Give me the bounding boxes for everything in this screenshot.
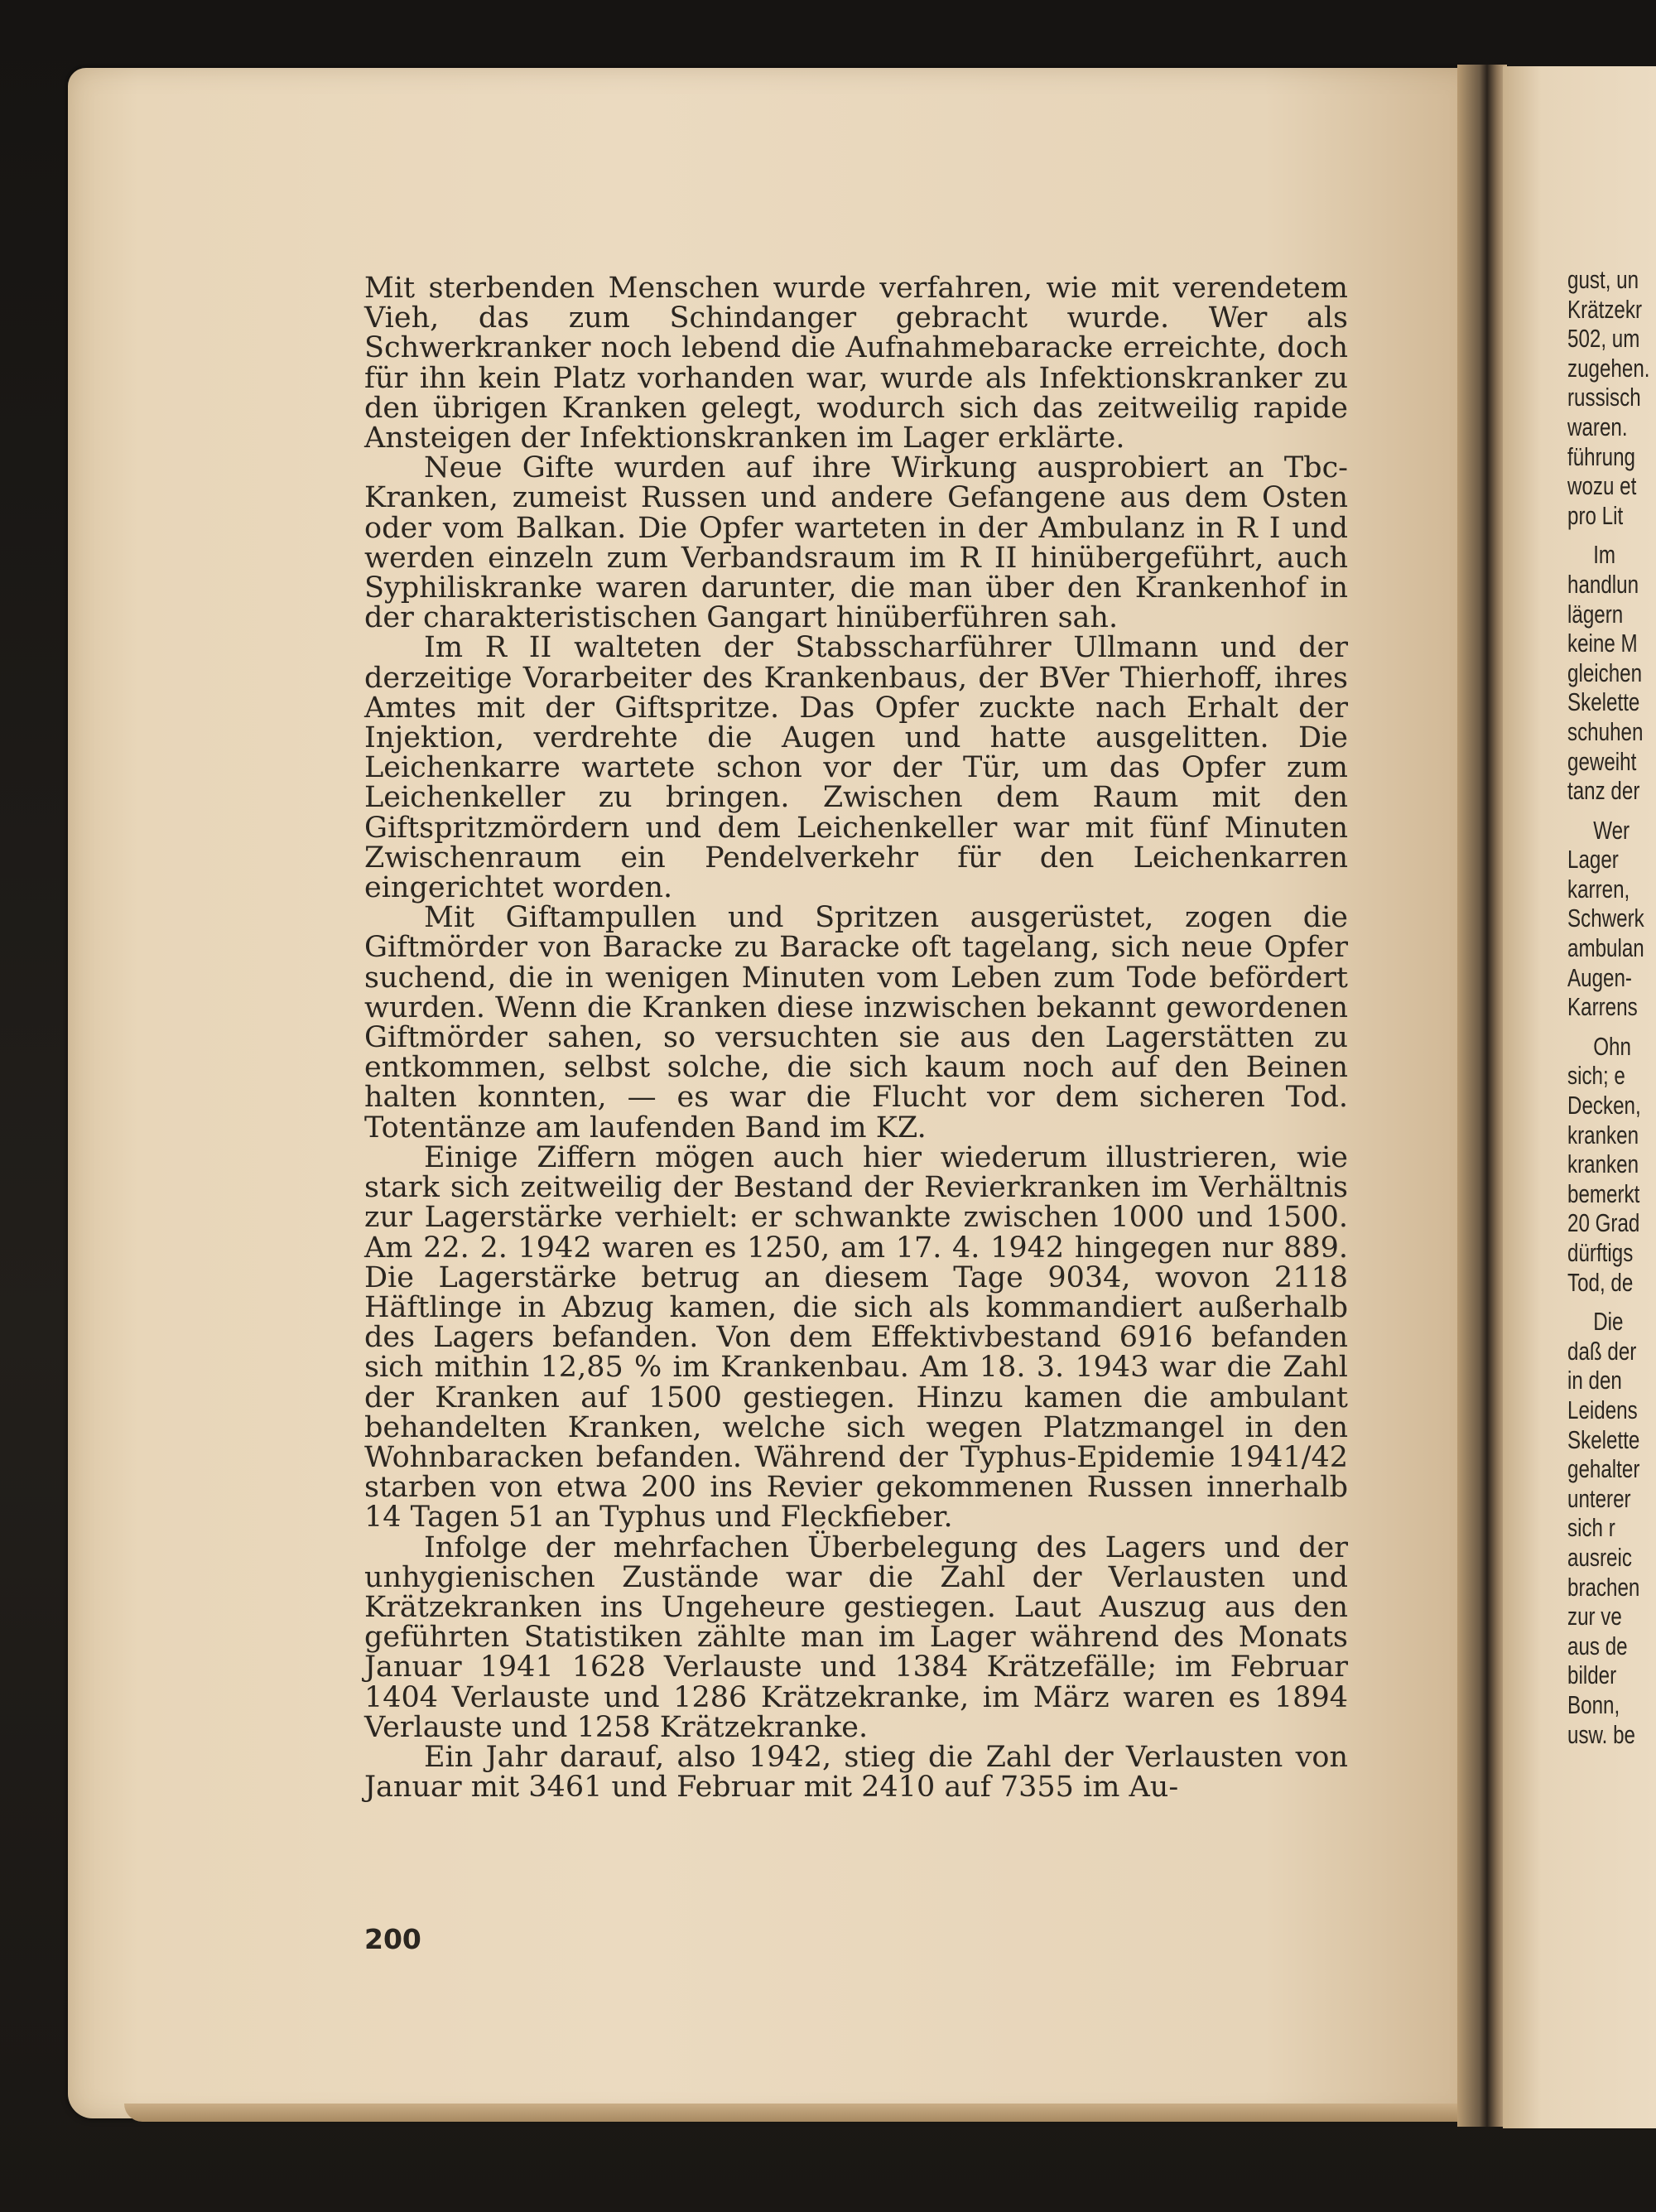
right-page-line: gleichen [1567, 658, 1643, 687]
right-page-line: zur ve [1567, 1602, 1622, 1631]
right-page-line: 502, um [1567, 324, 1640, 354]
right-page-line: Ohn [1593, 1031, 1631, 1061]
right-page-line: dürftigs [1567, 1238, 1634, 1267]
right-page-line: geweiht [1567, 746, 1637, 776]
page-edge [124, 2104, 1482, 2122]
right-page-line: sich; e [1567, 1061, 1625, 1091]
right-page-line: Schwerk [1567, 904, 1644, 933]
right-page-line: sich r [1567, 1513, 1615, 1543]
paragraph: Mit Giftampullen und Spritzen ausgerüstet, zogen die Giftmörder von Baracke zu Baracke oft tagelang, sich neue Opfer suchend, die in wenigen Minuten vom Leben zum Tode befördert wurden. Wenn die Kranken diese inzwischen bekannt gewordenen Giftmörder sahen, so versuchten sie aus den Lagerstätten zu entkommen, selbst solche, die sich kaum noch auf den Beinen halten konnten, — es war die Flucht vor dem sicheren Tod. Totentänze am laufenden Band im KZ. [364, 901, 1348, 1145]
right-page-line: Bonn, [1567, 1689, 1620, 1719]
right-page-line: kranken [1567, 1149, 1639, 1179]
right-page-line: keine M [1567, 629, 1638, 658]
right-page-line: unterer [1567, 1483, 1631, 1513]
right-page-line: tanz der [1567, 776, 1640, 806]
right-page-line: schuhen [1567, 716, 1644, 746]
right-page-line: Lager [1567, 845, 1619, 875]
right-page-line: Wer [1593, 815, 1630, 845]
right-page-line: ambulan [1567, 933, 1644, 963]
left-page-text [364, 272, 1348, 1805]
right-page-line: Leidens [1567, 1395, 1638, 1424]
right-page-line: gust, un [1567, 265, 1639, 294]
paragraph: Neue Gifte wurden auf ihre Wirkung ausprobiert an Tbc-Kranken, zumeist Russen und andere Gefangene aus dem Osten oder vom Balkan. Die Opfer warteten in der Ambulanz in R I und werden einzeln zum Verbandsraum im R II hinübergeführt, auch Syphiliskranke waren darunter, die man über den Krankenhof in der charakteristischen Gangart hinüberführen sah. [364, 451, 1348, 635]
right-page-text-fragments [1567, 265, 1650, 1749]
right-page-line: karren, [1567, 874, 1630, 904]
right-page-line: Krätzekr [1567, 294, 1643, 324]
right-page-line: Decken, [1567, 1091, 1641, 1120]
right-page-line: zugehen. [1567, 353, 1650, 383]
right-page-line: lägern [1567, 599, 1624, 629]
right-page-line: pro Lit [1567, 500, 1624, 530]
page-number: 200 [364, 1923, 421, 1955]
paragraph: Ein Jahr darauf, also 1942, stieg die Zahl der Verlausten von Januar mit 3461 und Februar mit 2410 auf 7355 im Au- [364, 1740, 1348, 1805]
right-page-line: Skelette [1567, 1424, 1640, 1454]
paragraph: Mit sterbenden Menschen wurde verfahren, wie mit verendetem Vieh, das zum Schindanger gebracht wurde. Wer als Schwerkranker noch lebend die Aufnahmebaracke erreichte, doch für ihn kein Platz vorhanden war, wurde als Infektionskranker zu den übrigen Kranken gelegt, wodurch sich das zeitweilig rapide Ansteigen der Infektionskranken im Lager erklärte. [364, 272, 1348, 455]
right-page-line: führung [1567, 441, 1636, 471]
right-page-line: bemerkt [1567, 1178, 1640, 1208]
right-page-line: wozu et [1567, 471, 1637, 501]
right-page-line: Augen- [1567, 962, 1632, 992]
right-page-line: daß der [1567, 1336, 1637, 1366]
paragraph: Infolge der mehrfachen Überbelegung des Lagers und der unhygienischen Zustände war die Zahl der Verlausten und Krätzekranken ins Ungeheure gestiegen. Laut Auszug aus den geführten Statistiken zählte man im Lager während des Monats Januar 1941 1628 Verlauste und 1384 Krätzefälle; im Februar 1404 Verlauste und 1286 Krätzekranke, im März waren es 1894 Verlauste und 1258 Krätzekranke. [364, 1530, 1348, 1744]
right-page-line: kranken [1567, 1120, 1639, 1149]
paragraph: Im R II walteten der Stabsscharführer Ullmann und der derzeitige Vorarbeiter des Krankenbaus, der BVer Thierhoff, ihres Amtes mit der Giftspritze. Das Opfer zuckte nach Erhalt der Injektion, verdrehte die Augen und hatte ausgelitten. Die Leichenkarre wartete schon vor der Tür, um das Opfer zum Leichenkeller zu bringen. Zwischen dem Raum mit den Giftspritzmördern und dem Leichenkeller war mit fünf Minuten Zwischenraum ein Pendelverkehr für den Leichenkarren eingerichtet worden. [364, 631, 1348, 905]
right-page-line: Karrens [1567, 992, 1638, 1022]
right-page-line: brachen [1567, 1572, 1640, 1602]
right-page-line: waren. [1567, 412, 1628, 441]
paragraph: Einige Ziffern mögen auch hier wiederum illustrieren, wie stark sich zeitweilig der Bestand der Revierkranken im Verhältnis zur Lagerstärke verhielt: er schwankte zwischen 1000 und 1500. Am 22. 2. 1942 waren es 1250, am 17. 4. 1942 hingegen nur 889. Die Lagerstärke betrug an diesem Tage 9034, wovon 2118 Häftlinge in Abzug kamen, die sich als kommandiert außerhalb des Lagers befanden. Von dem Effektivbestand 6916 befanden sich mithin 12,85 % im Krankenbau. Am 18. 3. 1943 war die Zahl der Kranken auf 1500 gestiegen. Hinzu kamen die ambulant behandelten Kranken, welche sich wegen Platzmangel in den Wohnbaracken befanden. Während der Typhus-Epidemie 1941/42 starben von etwa 200 ins Revier gekommenen Russen innerhalb 14 Tagen 51 an Typhus und Fleckfieber. [364, 1140, 1348, 1535]
right-page-line: bilder [1567, 1660, 1617, 1690]
right-page-line: gehalter [1567, 1454, 1640, 1484]
right-page-line: Die [1593, 1307, 1624, 1337]
right-page-line: handlun [1567, 569, 1639, 599]
right-page-line: in den [1567, 1366, 1622, 1395]
right-page-line: Skelette [1567, 687, 1640, 717]
right-page-line: aus de [1567, 1631, 1628, 1660]
book-gutter [1457, 65, 1507, 2127]
right-page-line: ausreic [1567, 1542, 1632, 1572]
right-page-line: Im [1593, 540, 1616, 570]
right-page-line: russisch [1567, 383, 1641, 412]
right-page-line: Tod, de [1567, 1267, 1634, 1297]
right-page-line: 20 Grad [1567, 1208, 1640, 1238]
right-page-line: usw. be [1567, 1719, 1635, 1749]
